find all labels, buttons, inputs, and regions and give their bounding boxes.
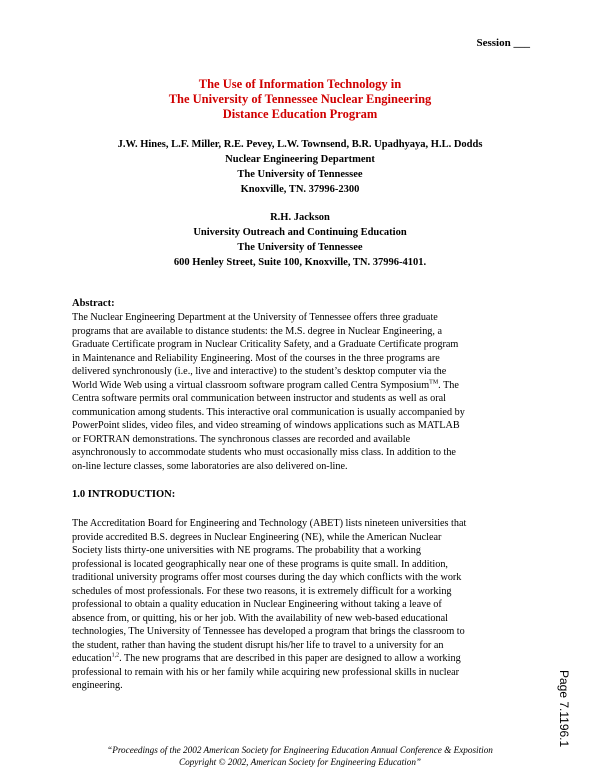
abstract-line-text: World Wide Web using a virtual classroom software program called Centra Symposium — [72, 379, 430, 391]
intro-line: professional to obtain a quality education in Nuclear Engineering without taking a leave of — [72, 599, 442, 610]
abstract-body — [72, 311, 540, 473]
intro-line: the student, rather than having the student disrupt his/her life to travel to a university for an — [72, 639, 444, 651]
intro-line: provide accredited B.S. degrees in Nuclear Engineering (NE), while the American Nuclear — [72, 531, 442, 543]
paper-title — [0, 77, 600, 122]
abstract-line: communication among students. This interactive oral communication is usually accompanied by — [72, 406, 465, 418]
intro-line: technologies, The University of Tennessee has developed a program that brings the classroom to — [72, 626, 465, 637]
address: 600 Henley Street, Suite 100, Knoxville, TN. 37996-4101. — [173, 257, 427, 268]
department: University Outreach and Continuing Education — [193, 227, 407, 238]
abstract-line — [72, 379, 540, 393]
intro-line: absence from, or quitting, his or her job. With the availability of new web-based educational — [72, 612, 448, 624]
intro-line: professional is located geographically near one of these programs is quite small. In addition, — [72, 558, 448, 570]
abstract-line: on-line lecture classes, some laboratories are also delivered on-line. — [72, 460, 348, 472]
title-line: Distance Education Program — [222, 107, 378, 121]
page-number-stamp: Page 7.1196.1 — [557, 670, 571, 748]
institution: The University of Tennessee — [237, 242, 363, 253]
abstract-line: programs that are available to distance students: the M.S. degree in Nuclear Engineering, a — [72, 325, 443, 337]
intro-line: traditional university programs offer most courses during the day which conflicts with the work — [72, 572, 462, 583]
citation-superscript: 1,2 — [111, 652, 120, 659]
proceedings-footer — [0, 744, 600, 768]
trademark-superscript: TM — [429, 379, 439, 386]
abstract-line: or FORTRAN demonstrations. The synchronous classes are recorded and available — [72, 433, 411, 445]
abstract-line: Centra software permits oral communication between instructor and students as well as oral — [72, 393, 446, 404]
abstract-line: Graduate Certificate program in Nuclear Criticality Safety, and a Graduate Certificate program — [72, 339, 459, 350]
intro-line: professional to remain with his or her family while acquiring new professional skills in nuclear — [72, 666, 460, 678]
title-line: The University of Tennessee Nuclear Engineering — [168, 92, 432, 106]
abstract-line: in Maintenance and Reliability Engineering. Most of the courses in the three programs are — [72, 352, 440, 364]
intro-line — [72, 652, 540, 666]
abstract-line-text: . The — [438, 379, 459, 391]
author-names: J.W. Hines, L.F. Miller, R.E. Pevey, L.W. Townsend, B.R. Upadhyaya, H.L. Dodds — [117, 139, 483, 150]
institution: The University of Tennessee — [237, 169, 363, 180]
intro-line: schedules of most professionals. For these two reasons, it is extremely difficult for a working — [72, 585, 452, 597]
intro-line: The Accreditation Board for Engineering and Technology (ABET) lists nineteen universities that — [72, 518, 467, 529]
intro-line: engineering. — [72, 680, 123, 691]
introduction-body — [72, 517, 540, 693]
intro-line: Society lists thirty-one universities with NE programs. The probability that a working — [72, 545, 421, 556]
section-heading-introduction: 1.0 INTRODUCTION: — [72, 489, 176, 500]
footer-line: “Proceedings of the 2002 American Society for Engineering Education Annual Conference & Exposition — [107, 745, 493, 755]
intro-line-text: education — [72, 653, 112, 664]
author-block-secondary — [0, 210, 600, 270]
address: Knoxville, TN. 37996-2300 — [240, 184, 360, 195]
title-line: The Use of Information Technology in — [198, 77, 402, 91]
abstract-line: asynchronously to accommodate students who must occasionally miss class. In addition to the — [72, 447, 456, 458]
intro-line-text: . The new programs that are described in this paper are designed to allow a working — [119, 653, 461, 664]
footer-line: Copyright © 2002, American Society for Engineering Education” — [178, 757, 422, 767]
abstract-line: PowerPoint slides, video files, and video streaming of windows applications such as MATLAB — [72, 420, 460, 431]
abstract-line: The Nuclear Engineering Department at the University of Tennessee offers three graduate — [72, 312, 438, 323]
author-block-primary — [0, 137, 600, 197]
session-label: Session ___ — [476, 37, 530, 49]
author-names: R.H. Jackson — [270, 212, 330, 223]
abstract-line: delivered synchronously (i.e., live and interactive) to the student’s desktop computer via the — [72, 366, 447, 377]
abstract-label: Abstract: — [72, 298, 115, 309]
department: Nuclear Engineering Department — [225, 154, 375, 165]
